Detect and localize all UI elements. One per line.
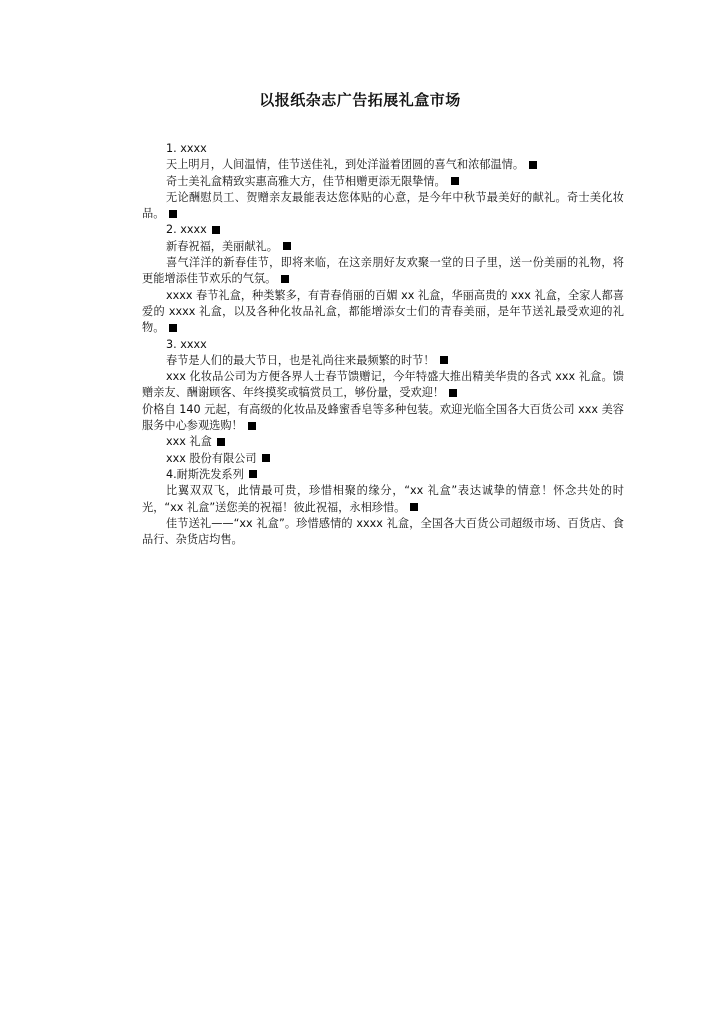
paragraph-text: 3. xxxx bbox=[166, 337, 207, 351]
paragraph-text: 价格自 140 元起，有高级的化妆品及蜂蜜香皂等多种包装。欢迎光临全国各大百货公司 xxx 美容服务中心参观选购！ bbox=[142, 402, 624, 433]
paragraph bbox=[142, 402, 624, 435]
paragraph bbox=[142, 288, 624, 337]
paragraph-text: xxx 股份有限公司 bbox=[166, 451, 257, 465]
document-body bbox=[142, 141, 624, 548]
square-marker-icon bbox=[451, 177, 459, 185]
paragraph-text: 天上明月，人间温情，佳节送佳礼，到处洋溢着团圆的喜气和浓郁温情。 bbox=[166, 158, 525, 172]
square-marker-icon bbox=[262, 454, 270, 462]
paragraph-text: 新春祝福，美丽献礼。 bbox=[166, 239, 278, 253]
paragraph-text: 比翼双双飞，此情最可贵，珍惜相聚的缘分，“xx 礼盒”表达诚挚的情意！怀念共处的时光，“xx 礼盒”送您美的祝福！彼此祝福，永相珍惜。 bbox=[142, 484, 624, 514]
square-marker-icon bbox=[217, 438, 225, 446]
square-marker-icon bbox=[248, 422, 256, 430]
paragraph bbox=[142, 141, 624, 157]
paragraph bbox=[142, 174, 624, 190]
paragraph bbox=[142, 451, 624, 467]
square-marker-icon bbox=[449, 389, 457, 397]
square-marker-icon bbox=[249, 470, 257, 478]
paragraph bbox=[142, 190, 624, 223]
paragraph bbox=[142, 239, 624, 255]
paragraph-text: 2. xxxx bbox=[166, 223, 207, 237]
paragraph-text: 1. xxxx bbox=[166, 142, 207, 155]
paragraph bbox=[142, 516, 624, 549]
square-marker-icon bbox=[281, 275, 289, 283]
paragraph-text: 佳节送礼——“xx 礼盒”。珍惜感情的 xxxx 礼盒，全国各大百货公司超级市场、百货店、食品行、杂货店均售。 bbox=[142, 516, 624, 547]
paragraph-text: 喜气洋洋的新春佳节，即将来临，在这亲朋好友欢聚一堂的日子里，送一份美丽的礼物，将更能增添佳节欢乐的气氛。 bbox=[142, 256, 624, 286]
paragraph bbox=[142, 353, 624, 369]
paragraph bbox=[142, 255, 624, 288]
paragraph bbox=[142, 483, 624, 516]
paragraph-text: 无论酬慰员工、贺赠亲友最能表达您体贴的心意，是今年中秋节最美好的献礼。奇士美化妆品。 bbox=[142, 190, 624, 221]
paragraph-text: xxx 礼盒 bbox=[166, 435, 212, 449]
square-marker-icon bbox=[529, 161, 537, 169]
paragraph bbox=[142, 222, 624, 238]
paragraph bbox=[142, 369, 624, 402]
square-marker-icon bbox=[169, 210, 177, 218]
square-marker-icon bbox=[283, 242, 291, 250]
square-marker-icon bbox=[212, 226, 220, 234]
paragraph-text: xxxx 春节礼盒，种类繁多，有青春俏丽的百媚 xx 礼盒，华丽高贵的 xxx 礼盒，全家人都喜爱的 xxxx 礼盒，以及各种化妆品礼盒，都能增添女士们的青春美丽，是年节送礼最受欢迎的礼物。 bbox=[142, 288, 624, 335]
paragraph-text: 4.耐斯洗发系列 bbox=[166, 467, 244, 481]
paragraph-text: 奇士美礼盒精致实惠高雅大方，佳节相赠更添无限挚情。 bbox=[166, 174, 446, 188]
paragraph-text: 春节是人们的最大节日，也是礼尚往来最频繁的时节！ bbox=[166, 353, 435, 367]
paragraph-text: xxx 化妆品公司为方便各界人士春节馈赠记，今年特盛大推出精美华贵的各式 xxx 礼盒。馈赠亲友、酬谢顾客、年终摸奖或犒赏员工，够份量，受欢迎！ bbox=[142, 370, 624, 400]
square-marker-icon bbox=[440, 356, 448, 364]
paragraph bbox=[142, 157, 624, 173]
paragraph bbox=[142, 467, 624, 483]
paragraph bbox=[142, 337, 624, 353]
square-marker-icon bbox=[169, 324, 177, 332]
square-marker-icon bbox=[410, 503, 418, 511]
document-title: 以报纸杂志广告拓展礼盒市场 bbox=[259, 91, 461, 109]
paragraph bbox=[142, 434, 624, 450]
